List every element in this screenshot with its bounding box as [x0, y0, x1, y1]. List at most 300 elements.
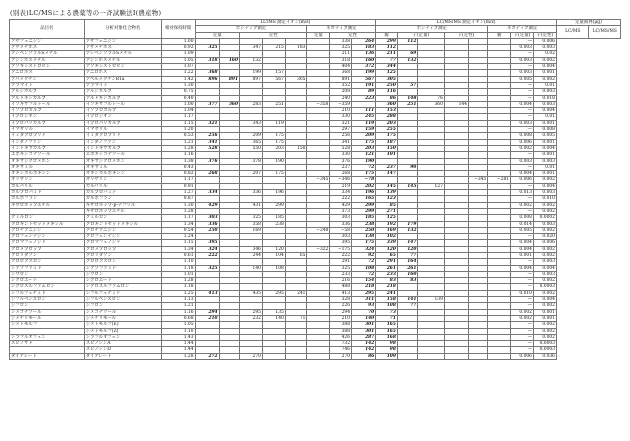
table-cell: 0.002	[511, 315, 534, 321]
table-cell: 168	[376, 334, 398, 340]
table-cell: 0.003	[511, 57, 534, 63]
table-cell: 0.001	[533, 152, 556, 158]
table-cell: 1.28	[161, 353, 195, 359]
table-cell: 325	[330, 45, 352, 51]
table-cell: 299	[262, 202, 285, 208]
item-name-cell: シアゾファミド	[10, 265, 85, 271]
compound-cell: イミダクロプリド	[84, 133, 161, 139]
table-cell: 240	[330, 95, 352, 101]
table-cell: 0.75	[161, 89, 195, 95]
table-cell: 330	[330, 152, 352, 158]
compound-cell: キザロホップエチル	[84, 208, 161, 214]
compound-cell: オキサジクロメホン	[84, 158, 161, 164]
table-cell: 1.00	[161, 38, 195, 44]
table-cell: 0.004	[533, 297, 556, 303]
table-cell: 0.002	[511, 202, 534, 208]
table-cell: 0.0002	[533, 215, 556, 221]
table-cell: 0.001	[533, 139, 556, 145]
table-cell: 185	[262, 215, 285, 221]
table-cell: —	[511, 127, 534, 133]
table-cell: 140	[240, 265, 263, 271]
table-cell: 150	[285, 145, 307, 151]
table-cell: 0.013	[511, 190, 534, 196]
table-cell: 65	[285, 252, 307, 258]
table-cell: 202	[352, 183, 376, 189]
item-name-cell: クロリダゾン	[10, 252, 85, 258]
table-cell: 0.002	[533, 303, 556, 309]
table-cell: 141	[397, 297, 417, 303]
table-cell: 388	[330, 322, 352, 328]
compound-cell: シラフルオフェン	[84, 334, 161, 340]
table-cell: 136	[352, 51, 376, 57]
table-cell: 0.002	[533, 328, 556, 334]
table-cell: 148	[397, 95, 417, 101]
table-cell: 0.004	[511, 171, 534, 177]
table-cell: 73	[376, 309, 398, 315]
table-cell	[488, 353, 511, 359]
table-cell: 0.40	[161, 95, 195, 101]
table-cell: 109	[376, 353, 398, 359]
table-cell: 365	[240, 139, 263, 145]
table-cell: 112	[397, 38, 417, 44]
table-cell: 153	[376, 108, 398, 114]
table-cell: —	[511, 82, 534, 88]
item-name-cell: イミダクロプリド	[10, 133, 85, 139]
table-cell: 1.10	[161, 328, 195, 334]
table-cell: 207	[240, 171, 263, 177]
table-cell: 268	[195, 171, 219, 177]
compound-cell: イマザリル	[84, 127, 161, 133]
table-cell: −58	[330, 227, 352, 233]
item-name-cell: インドキサカルブ	[10, 145, 85, 151]
table-cell: 72	[352, 164, 376, 170]
item-name-cell: ジウロン	[10, 271, 85, 277]
item-name-cell: アザフェニジン	[10, 38, 85, 44]
table-cell	[418, 353, 445, 359]
table-cell: 360	[376, 101, 398, 107]
compound-cell: ジフロン	[84, 303, 161, 309]
table-cell: —	[511, 259, 534, 265]
table-cell: 233	[376, 271, 398, 277]
table-cell: 0.002	[511, 145, 534, 151]
table-cell: 72	[352, 259, 376, 265]
table-cell: 160	[219, 57, 239, 63]
table-cell: 203	[376, 120, 398, 126]
table-cell: 108	[352, 265, 376, 271]
table-cell: —	[511, 297, 534, 303]
table-cell: 0.006	[511, 177, 534, 183]
table-cell: 244	[240, 252, 263, 258]
table-cell: 0.003	[511, 70, 534, 76]
item-name-cell: シラフルオフェン	[10, 334, 85, 340]
compound-cell: アニロホス	[84, 70, 161, 76]
table-cell: 0.003	[533, 45, 556, 51]
table-cell: 164	[397, 259, 417, 265]
table-cell: 132	[397, 57, 417, 63]
table-cell: 318	[195, 57, 219, 63]
table-cell: 1.42	[161, 76, 195, 82]
table-cell: —	[511, 278, 534, 284]
table-cell: 250	[376, 82, 398, 88]
table-cell: 321	[330, 120, 352, 126]
table-cell: —	[511, 303, 534, 309]
table-cell: 287	[352, 334, 376, 340]
table-cell: 303	[330, 234, 352, 240]
header-compound: 分析対象化合物名	[84, 20, 161, 39]
table-cell: 305	[376, 76, 398, 82]
table-cell: 69	[397, 51, 417, 57]
table-cell: 550	[240, 145, 263, 151]
table-cell: 295	[352, 290, 376, 296]
header-neg-quant: 定量	[307, 32, 330, 38]
table-cell: 187	[376, 139, 398, 145]
table-cell: 1.28	[161, 145, 195, 151]
table-cell: 120	[397, 246, 417, 252]
item-name-cell: インダノファン	[10, 139, 85, 145]
table-cell: 0.002	[533, 246, 556, 252]
item-name-cell: カルバリル	[10, 183, 85, 189]
compound-cell: インドキサカルブ	[84, 145, 161, 151]
table-cell: 104	[262, 252, 285, 258]
table-cell: 158	[376, 297, 398, 303]
item-name-cell: ダイアレート	[10, 353, 85, 359]
table-cell: 232	[240, 315, 263, 321]
item-name-cell: シクロエート	[10, 278, 85, 284]
item-name-cell: イプロバリカルブ	[10, 120, 85, 126]
table-cell: 121	[352, 152, 376, 158]
header-lod-lcmsms: LC/MS/MS	[589, 26, 621, 39]
table-cell: —	[511, 152, 534, 158]
item-name-cell: クロメプロップ	[10, 246, 85, 252]
table-cell: 125	[376, 215, 398, 221]
table-cell: 83	[397, 278, 417, 284]
table-cell: 108	[376, 303, 398, 309]
header-lcms-positive: ポジティブ測定	[195, 26, 307, 32]
item-name-cell: アシベンゾラルSメチル	[10, 51, 85, 57]
table-cell: 209	[352, 133, 376, 139]
table-cell: 0.003	[533, 101, 556, 107]
table-cell: 0.003	[511, 120, 534, 126]
table-cell: 144	[444, 101, 468, 107]
table-cell: 154	[352, 278, 376, 284]
table-cell: 72	[352, 271, 376, 277]
table-cell: 1.15	[161, 120, 195, 126]
table-cell: 346	[240, 246, 263, 252]
table-cell: —	[511, 164, 534, 170]
table-cell: 89	[352, 89, 376, 95]
table-cell: 139	[376, 190, 398, 196]
table-cell: 328	[330, 297, 352, 303]
table-cell: 352	[330, 82, 352, 88]
table-cell: 92	[352, 252, 376, 258]
table-cell: 210	[330, 315, 352, 321]
table-cell: 0.001	[533, 309, 556, 315]
table-cell: —	[511, 183, 534, 189]
table-cell: 897	[240, 76, 263, 82]
table-cell: 343	[240, 120, 263, 126]
table-cell: 159	[352, 127, 376, 133]
table-cell: 0.003	[533, 221, 556, 227]
table-cell: 567	[352, 76, 376, 82]
item-name-cell: オキシカルボキシン	[10, 171, 85, 177]
compound-cell: オキサミル	[84, 164, 161, 170]
table-cell: 77	[397, 303, 417, 309]
table-cell: 0.005	[533, 133, 556, 139]
compound-cell: クロキントセットメキシル	[84, 221, 161, 227]
table-cell	[262, 353, 285, 359]
table-cell: —	[511, 341, 534, 347]
item-name-cell: クロキントセットメキシル	[10, 221, 85, 227]
table-cell: 413	[195, 290, 219, 296]
item-name-cell: キザロホップエチル	[10, 202, 85, 208]
table-cell: 0.002	[533, 322, 556, 328]
header-neg-precursor: 親	[488, 32, 511, 38]
table-cell: 192	[376, 221, 398, 227]
table-cell: 241	[376, 290, 398, 296]
table-cell: 127	[418, 183, 445, 189]
header-precursor: 親	[376, 32, 398, 38]
table-cell: 116	[376, 89, 398, 95]
table-cell: 336	[195, 221, 219, 227]
table-cell: 0.004	[533, 183, 556, 189]
compound-cell: ジメトモルフ(Z)	[84, 328, 161, 334]
compound-cell: アシベンゾラルSメチル	[84, 51, 161, 57]
table-cell: 147	[376, 171, 398, 177]
header-quant: 定量	[195, 32, 240, 38]
header-lcms-ions: LC/MS 測定イオン(m/z)	[195, 20, 376, 26]
table-cell: 145	[397, 183, 417, 189]
compound-cell: ダイアレート	[84, 353, 161, 359]
table-cell: 318	[330, 57, 352, 63]
header-neg-product-quant: 子(定量)	[511, 32, 534, 38]
item-name-cell: クロロクスロン	[10, 259, 85, 265]
table-cell: 373	[330, 208, 352, 214]
table-cell: 891	[219, 76, 239, 82]
table-cell: 1.24	[161, 234, 195, 240]
table-cell: 528	[195, 145, 219, 151]
table-cell	[285, 353, 307, 359]
table-cell: 1.28	[161, 278, 195, 284]
table-cell: 255	[376, 127, 398, 133]
table-cell: 0.01	[533, 114, 556, 120]
table-cell: 132	[397, 227, 417, 233]
table-cell: 175	[262, 171, 285, 177]
table-cell: 210	[330, 108, 352, 114]
table-cell: 301	[352, 328, 376, 334]
compound-cell: ジウロン	[84, 271, 161, 277]
table-cell: 256	[195, 133, 219, 139]
table-cell: 0.001	[511, 252, 534, 258]
item-name-cell: アルジカルブ	[10, 89, 85, 95]
compound-cell: クロフェンテジン	[84, 234, 161, 240]
table-cell: 413	[330, 290, 352, 296]
compound-cell: ジフルベンズロン	[84, 297, 161, 303]
table-cell: 1.16	[161, 309, 195, 315]
table-cell: 325	[330, 265, 352, 271]
table-cell: 237	[376, 164, 398, 170]
compound-cell: エポキシコナゾール	[84, 152, 161, 158]
table-cell: 336	[240, 190, 263, 196]
table-cell: 299	[376, 38, 398, 44]
table-cell: 0.53	[161, 133, 195, 139]
table-cell: 211	[376, 51, 398, 57]
table-cell: 175	[376, 133, 398, 139]
table-cell: 325	[240, 215, 263, 221]
table-cell: 120	[376, 246, 398, 252]
table-cell: 0.02	[533, 51, 556, 57]
table-cell: —	[511, 334, 534, 340]
table-cell: 0.002	[533, 334, 556, 340]
table-cell: 0.004	[533, 265, 556, 271]
compound-cell: アベルメクチンB1a	[84, 76, 161, 82]
table-cell: 210	[195, 315, 219, 321]
table-cell: 203	[352, 145, 376, 151]
table-cell: 145	[376, 183, 398, 189]
table-cell: 270	[330, 353, 352, 359]
table-cell: 71	[285, 315, 307, 321]
compound-cell: クロリダゾン	[84, 252, 161, 258]
table-cell: 241	[285, 290, 307, 296]
table-cell: 119	[352, 120, 376, 126]
document-title: (別表)LC/MSによる農薬等の一斉試験法Ⅰ(農産物)	[10, 9, 162, 17]
table-cell: 0.0003	[533, 284, 556, 290]
compound-cell: イプロバリカルブ	[84, 120, 161, 126]
table-cell: −322	[307, 246, 330, 252]
table-cell: 388	[330, 328, 352, 334]
table-cell: 264	[352, 38, 376, 44]
table-cell: 108	[262, 265, 285, 271]
table-cell: 211	[330, 51, 352, 57]
item-name-cell: イソキサフルトール	[10, 101, 85, 107]
table-cell: 1.16	[161, 152, 195, 158]
header-lod: 定量限界(μg)	[556, 20, 620, 26]
table-cell: 324	[195, 246, 219, 252]
table-cell: 344	[376, 64, 398, 70]
table-cell: 101	[376, 152, 398, 158]
table-cell: 0.003	[533, 259, 556, 265]
table-cell: 1.20	[161, 127, 195, 133]
table-cell: 140	[352, 315, 376, 321]
table-cell: 338	[330, 38, 352, 44]
item-name-cell: アゾキシストロビン	[10, 64, 85, 70]
table-cell: 299	[352, 202, 376, 208]
table-cell: 0.006	[533, 240, 556, 246]
table-cell: 1.18	[161, 265, 195, 271]
table-cell: 261	[376, 265, 398, 271]
table-cell: 190	[352, 158, 376, 164]
table-cell: 1.34	[161, 221, 195, 227]
table-cell: 303	[330, 215, 352, 221]
header-item-name: 品目名	[10, 20, 85, 39]
table-cell: 0.004	[533, 145, 556, 151]
item-name-cell: シメコナゾール	[10, 309, 85, 315]
table-cell: −248	[307, 227, 330, 233]
item-name-cell: オリザリン	[10, 177, 85, 183]
table-cell: 0.002	[533, 208, 556, 214]
item-name-cell: ジフロン	[10, 303, 85, 309]
compound-cell: キザロホップ-p-テフリル	[84, 202, 161, 208]
table-cell: −358	[307, 101, 330, 107]
table-cell: 218	[376, 284, 398, 290]
table-cell: 219	[330, 183, 352, 189]
item-name-cell: エポキシコナゾール	[10, 152, 85, 158]
table-cell: 175	[352, 139, 376, 145]
table-cell: 0.008	[511, 133, 534, 139]
table-cell: 0.014	[511, 221, 534, 227]
table-cell: 295	[262, 290, 285, 296]
table-cell: 250	[352, 227, 376, 233]
table-cell: 1.10	[161, 259, 195, 265]
table-cell: 0.006	[533, 38, 556, 44]
table-cell: 120	[262, 246, 285, 252]
compound-cell: アザメチホス	[84, 45, 161, 51]
table-cell: −281	[488, 177, 511, 183]
table-cell: 222	[330, 252, 352, 258]
table-cell: 0.01	[533, 164, 556, 170]
table-cell: 216	[330, 278, 352, 284]
table-cell: —	[511, 38, 534, 44]
table-cell: 223	[352, 95, 376, 101]
table-cell: 0.010	[511, 290, 534, 296]
table-cell: 567	[262, 76, 285, 82]
table-cell: 377	[195, 101, 219, 107]
table-cell: 270	[240, 353, 263, 359]
item-name-cell: アザメチホス	[10, 45, 85, 51]
table-cell: 368	[195, 70, 219, 76]
compound-cell: アルジカルブ	[84, 89, 161, 95]
table-cell: 334	[195, 190, 219, 196]
table-cell: 250	[195, 227, 219, 233]
compound-cell: シクロスルファムロン	[84, 284, 161, 290]
table-cell: 0.87	[161, 196, 195, 202]
table-cell: 102	[376, 234, 398, 240]
table-cell: 0.003	[533, 158, 556, 164]
item-name-cell: アルドキシカルブ	[10, 95, 85, 101]
table-cell: 160	[352, 57, 376, 63]
item-name-cell: スピノサド	[10, 341, 85, 347]
table-cell: —	[511, 95, 534, 101]
table-cell: 0.004	[511, 101, 534, 107]
table-cell: 0.43	[161, 164, 195, 170]
table-cell: 238	[352, 221, 376, 227]
table-cell: 169	[240, 227, 263, 233]
compound-cell: カルバリル	[84, 183, 161, 189]
table-cell: 215	[262, 45, 285, 51]
table-cell: 283	[240, 101, 263, 107]
header-qual: 定性	[240, 32, 307, 38]
table-cell: 261	[397, 265, 417, 271]
table-cell: 0.004	[511, 246, 534, 252]
table-cell: 1.21	[161, 139, 195, 145]
header-lcmsms-positive: ポジティブ測定	[376, 26, 488, 32]
table-cell: 0.001	[533, 120, 556, 126]
table-cell: 203	[262, 145, 285, 151]
table-cell: 1.05	[161, 322, 195, 328]
table-cell: −175	[330, 246, 352, 252]
table-cell: 0.001	[533, 70, 556, 76]
table-cell: 0.002	[533, 76, 556, 82]
table-cell: 76	[418, 95, 445, 101]
table-cell: 150	[376, 145, 398, 151]
table-cell: 251	[397, 101, 417, 107]
table-cell: 395	[195, 240, 219, 246]
table-cell: 0.0003	[533, 347, 556, 353]
item-name-cell: イソプロカルブ	[10, 108, 85, 114]
table-body	[10, 38, 621, 359]
table-cell: 1.05	[161, 57, 195, 63]
table-cell: 1.17	[161, 215, 195, 221]
table-cell: 358	[240, 221, 263, 227]
